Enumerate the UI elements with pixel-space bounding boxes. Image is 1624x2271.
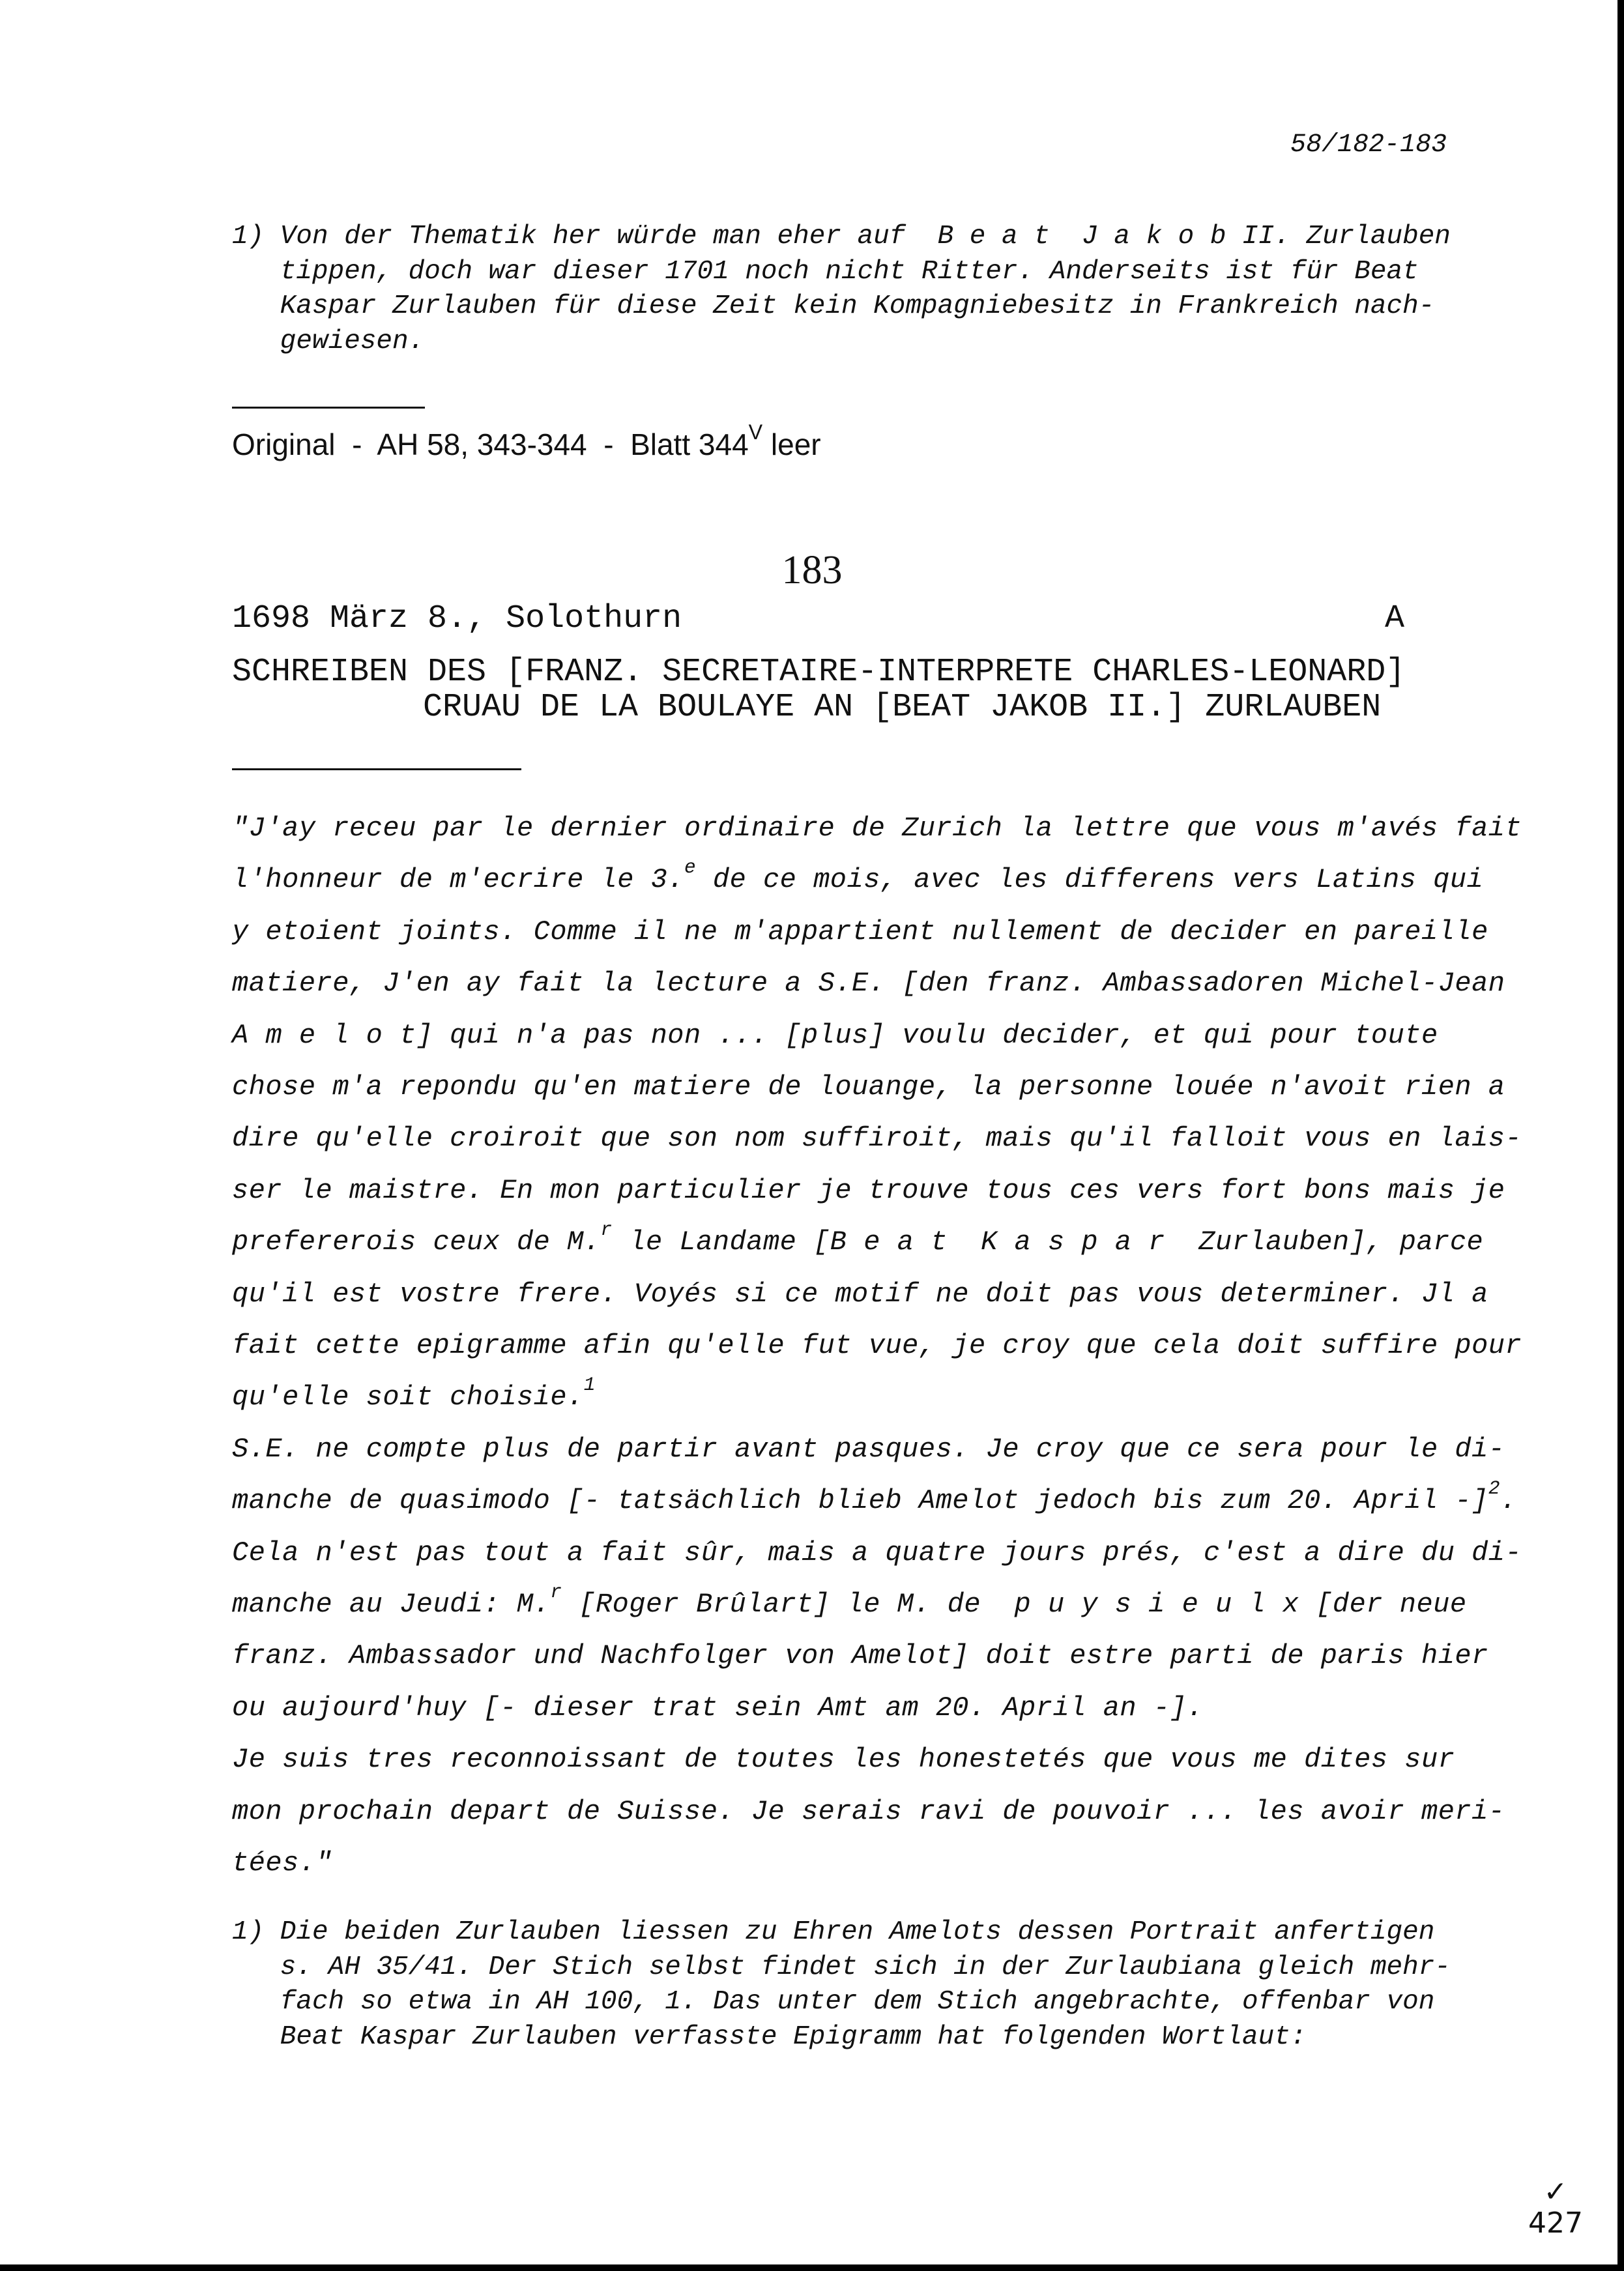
letter-line (232, 815, 1522, 842)
date-place: 1698 März 8., Solothurn (232, 600, 682, 637)
letter-line (232, 1795, 1505, 1827)
superscript: r (600, 1219, 613, 1241)
text-segment: l'honneur de m'ecrire le 3. (232, 864, 685, 896)
footnote-line: 1) Die beiden Zurlauben liessen zu Ehren Amelots dessen Portrait anfertigen (232, 1917, 1435, 1947)
text-segment: le Landame [B e a t K a s p a r Zurlauben], parce (612, 1226, 1484, 1258)
text-segment: de ce mois, avec les differens vers Latins qui (696, 864, 1484, 896)
text-segment: fait cette epigramme afin qu'elle fut vue, je croy que cela doit suffire pour (232, 1330, 1522, 1361)
text-segment: qu'elle soit choisie. (232, 1381, 584, 1413)
separator-rule (232, 768, 521, 770)
letter-line (232, 1219, 1484, 1258)
handwritten-page-number: 427 (1528, 2206, 1583, 2240)
letter-line (232, 1019, 1438, 1051)
letter-line (232, 1332, 1522, 1359)
footnote-line: Kaspar Zurlauben für diese Zeit kein Kompagniebesitz in Frankreich nach- (232, 291, 1435, 321)
category-letter: A (1385, 600, 1405, 637)
text-segment: [Roger Brûlart] le M. de p u y s i e u l x [der neue (562, 1589, 1467, 1620)
letter-line (232, 918, 1488, 946)
text-segment: matiere, J'en ay fait la lecture a S.E. [den franz. Ambassadoren Michel-Jean (232, 968, 1505, 1000)
text-segment: tées." (232, 1847, 333, 1879)
letter-line (232, 1280, 1488, 1308)
text-segment: ou aujourd'huy [- dieser trat sein Amt am 20. April an -]. (232, 1692, 1204, 1724)
text-segment: Je suis tres reconnoissant de toutes les honestetés que vous me dites sur (232, 1744, 1455, 1776)
letter-line (232, 1174, 1505, 1206)
handwritten-page-mark (1528, 2177, 1583, 2240)
letter-line (232, 1694, 1204, 1722)
superscript: 2 (1488, 1478, 1500, 1500)
text-segment: manche au Jeudi: M. (232, 1589, 551, 1620)
check-mark-icon: ✓ (1543, 2175, 1568, 2208)
superscript: 1 (583, 1374, 596, 1396)
text-segment: . (1500, 1485, 1517, 1517)
footnote-line: s. AH 35/41. Der Stich selbst findet sich in der Zurlaubiana gleich mehr- (232, 1952, 1451, 1982)
letter-line (232, 1581, 1467, 1620)
text-segment: qu'il est vostre frere. Voyés si ce motif ne doit pas vous determiner. Jl a (232, 1278, 1488, 1310)
letter-line (232, 1123, 1522, 1155)
text-segment: S.E. ne compte plus de partir avant pasques. Je croy que ce sera pour le di- (232, 1433, 1505, 1465)
text-segment: chose m'a repondu qu'en matiere de louange, la personne louée n'avoit rien a (232, 1071, 1505, 1103)
letter-line (232, 1073, 1505, 1101)
text-segment: mon prochain depart de Suisse. Je serais ravi de pouvoir ... les avoir meri- (232, 1795, 1505, 1827)
text-segment: "J'ay receu par le dernier ordinaire de Zurich la lettre que vous m'avés fait (232, 813, 1522, 844)
footnote-line: gewiesen. (232, 326, 425, 356)
text-segment: dire qu'elle croiroit que son nom suffiroit, mais qu'il falloit vous en lais- (232, 1123, 1522, 1155)
letter-line (232, 857, 1484, 896)
superscript: e (684, 857, 697, 879)
text-segment: y etoient joints. Comme il ne m'appartient nullement de decider en pareille (232, 916, 1488, 947)
footnote-line: tippen, doch war dieser 1701 noch nicht Ritter. Anderseits ist für Beat (232, 256, 1419, 287)
original-sup: V (748, 420, 763, 444)
footnote-line: fach so etwa in AH 100, 1. Das unter dem Stich angebrachte, offenbar von (232, 1987, 1435, 2017)
letter-line (232, 1744, 1455, 1776)
letter-line (232, 1539, 1522, 1567)
letter-line (232, 1849, 332, 1877)
text-segment: prefererois ceux de M. (232, 1226, 601, 1258)
text-segment: ser le maistre. En mon particulier je trouve tous ces vers fort bons mais je (232, 1174, 1505, 1206)
document-reference: 58/182-183 (1290, 130, 1447, 160)
title-line-2: CRUAU DE LA BOULAYE AN [BEAT JAKOB II.] ZURLAUBEN (423, 689, 1382, 726)
original-text: Original - AH 58, 343-344 - Blatt 344 (232, 427, 749, 461)
letter-line (232, 1642, 1488, 1670)
separator-rule (232, 407, 425, 409)
letter-line (232, 1374, 596, 1413)
text-segment: Cela n'est pas tout a fait sûr, mais a quatre jours prés, c'est a dire du di- (232, 1537, 1522, 1569)
text-segment: manche de quasimodo [- tatsächlich blieb Amelot jedoch bis zum 20. April -] (232, 1485, 1488, 1517)
text-segment: A m e l o t] qui n'a pas non ... [plus] voulu decider, et qui pour toute (232, 1019, 1438, 1051)
original-after: leer (762, 427, 821, 461)
superscript: r (550, 1581, 562, 1603)
footnote-line: 1) Von der Thematik her würde man eher auf B e a t J a k o b II. Zurlauben (232, 222, 1451, 252)
footnote-line: Beat Kaspar Zurlauben verfasste Epigramm hat folgenden Wortlaut: (232, 2021, 1307, 2052)
document-number: 183 (781, 548, 843, 592)
title-line-1: SCHREIBEN DES [FRANZ. SECRETAIRE-INTERPRETE CHARLES-LEONARD] (232, 654, 1406, 691)
letter-line (232, 968, 1505, 1000)
letter-line (232, 1433, 1505, 1465)
letter-line (232, 1478, 1517, 1517)
original-source-line (232, 420, 821, 462)
text-segment: franz. Ambassador und Nachfolger von Amelot] doit estre parti de paris hier (232, 1640, 1488, 1672)
